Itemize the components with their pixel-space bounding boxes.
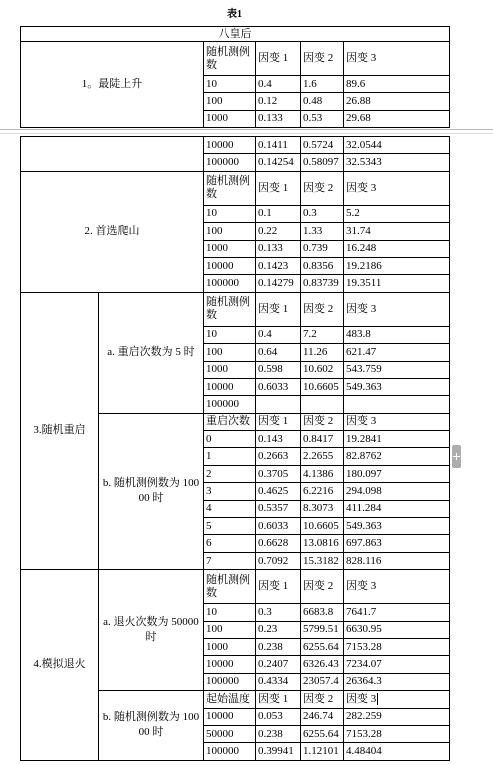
dep1-cell: 0.133 <box>256 110 301 127</box>
dep2-cell: 6683.8 <box>301 604 344 621</box>
dep3-cell: 31.74 <box>344 223 450 240</box>
key-cell: 100 <box>204 223 256 240</box>
dep3-cell: 32.5343 <box>344 154 450 171</box>
key-cell: 10 <box>204 604 256 621</box>
key-cell: 4 <box>204 500 256 517</box>
key-cell: 10000 <box>204 656 256 673</box>
dep3-cell: 19.2186 <box>344 257 450 274</box>
dep2-column-header: 因变 2 <box>301 171 344 205</box>
dep1-cell: 0.143 <box>256 431 301 448</box>
dep3-cell: 7234.07 <box>344 656 450 673</box>
dep2-cell: 0.83739 <box>301 275 344 292</box>
header-row <box>21 42 450 76</box>
table-caption: 表1 <box>227 9 242 20</box>
dep1-cell: 0.1423 <box>256 257 301 274</box>
dep1-cell: 0.238 <box>256 638 301 655</box>
dep3-cell: 29.68 <box>344 110 450 127</box>
dep3-cell: 19.3511 <box>344 275 450 292</box>
dep2-cell: 6255.64 <box>301 638 344 655</box>
dep1-cell: 0.4 <box>256 326 301 343</box>
dep2-column-header: 因变 2 <box>301 413 344 430</box>
key-cell: 10 <box>204 205 256 222</box>
dep2-cell: 1.12101 <box>301 743 344 760</box>
subgroup-label: b. 随机测例数为 10000 时 <box>99 413 204 570</box>
dep3-cell: 180.097 <box>344 465 450 482</box>
dep2-cell: 6255.64 <box>301 725 344 742</box>
dep3-column-header: 因变 3 <box>344 292 450 326</box>
header-row <box>21 292 450 326</box>
header-row <box>21 570 450 604</box>
dep2-cell: 1.33 <box>301 223 344 240</box>
dep3-column-header <box>344 691 450 708</box>
dep2-cell: 11.26 <box>301 344 344 361</box>
dep2-cell: 0.53 <box>301 110 344 127</box>
key-column-header: 随机测例数 <box>204 570 256 604</box>
results-table-page-2 <box>20 136 450 761</box>
key-cell: 10000 <box>204 137 256 154</box>
key-cell: 6 <box>204 535 256 552</box>
dep3-cell: 32.0544 <box>344 137 450 154</box>
dep1-cell: 0.238 <box>256 725 301 742</box>
key-cell: 5 <box>204 518 256 535</box>
dep3-column-header-text: 因变 3 <box>346 692 377 705</box>
dep3-cell: 6630.95 <box>344 621 450 638</box>
dep2-column-header: 因变 2 <box>301 570 344 604</box>
key-cell: 100000 <box>204 396 256 413</box>
title-row <box>21 27 450 42</box>
header-row <box>21 171 450 205</box>
dep1-cell: 0.23 <box>256 621 301 638</box>
dep3-cell: 549.363 <box>344 378 450 395</box>
section-label: 1。最陡上升 <box>21 42 204 128</box>
dep1-cell: 0.12 <box>256 93 301 110</box>
dep2-column-header: 因变 2 <box>301 292 344 326</box>
dep2-cell: 6326.43 <box>301 656 344 673</box>
dep3-cell: 26.88 <box>344 93 450 110</box>
key-cell: 10000 <box>204 378 256 395</box>
dep1-column-header: 因变 1 <box>256 691 301 708</box>
table-title: 八皇后 <box>21 27 450 42</box>
key-cell: 100000 <box>204 275 256 292</box>
dep2-cell <box>301 396 344 413</box>
dep1-cell: 0.5357 <box>256 500 301 517</box>
key-column-header: 随机测例数 <box>204 42 256 76</box>
dep3-cell: 483.8 <box>344 326 450 343</box>
dep2-cell: 0.3 <box>301 205 344 222</box>
dep1-column-header: 因变 1 <box>256 171 301 205</box>
key-cell: 10 <box>204 76 256 93</box>
key-cell: 0 <box>204 431 256 448</box>
dep2-cell: 10.6605 <box>301 518 344 535</box>
key-cell: 100 <box>204 344 256 361</box>
subgroup-label: a. 重启次数为 5 时 <box>99 292 204 413</box>
dep2-cell: 15.3182 <box>301 552 344 569</box>
section-label: 4.模拟退火 <box>21 570 99 761</box>
dep2-cell: 4.1386 <box>301 465 344 482</box>
dep3-cell: 828.116 <box>344 552 450 569</box>
key-cell: 100000 <box>204 743 256 760</box>
dep3-cell: 5.2 <box>344 205 450 222</box>
dep2-cell: 1.6 <box>301 76 344 93</box>
dep1-cell: 0.6033 <box>256 518 301 535</box>
dep2-cell: 0.8356 <box>301 257 344 274</box>
dep3-cell: 282.259 <box>344 708 450 725</box>
dep3-cell: 4.48404 <box>344 743 450 760</box>
dep2-cell: 0.739 <box>301 240 344 257</box>
page-break <box>0 129 493 134</box>
dep3-cell: 621.47 <box>344 344 450 361</box>
dep3-cell <box>344 396 450 413</box>
dep3-cell: 549.363 <box>344 518 450 535</box>
dep2-cell: 0.48 <box>301 93 344 110</box>
text-cursor <box>377 693 378 705</box>
dep1-cell: 0.14254 <box>256 154 301 171</box>
dep2-column-header: 因变 2 <box>301 691 344 708</box>
dep1-cell: 0.6033 <box>256 378 301 395</box>
key-cell: 2 <box>204 465 256 482</box>
dep1-cell: 0.3 <box>256 604 301 621</box>
dep2-cell: 7.2 <box>301 326 344 343</box>
dep2-cell: 8.3073 <box>301 500 344 517</box>
dep2-cell: 13.0816 <box>301 535 344 552</box>
dep1-cell: 0.39941 <box>256 743 301 760</box>
dep2-cell: 0.8417 <box>301 431 344 448</box>
dep3-cell: 697.863 <box>344 535 450 552</box>
dep2-cell: 246.74 <box>301 708 344 725</box>
dep3-cell: 19.2841 <box>344 431 450 448</box>
key-cell: 100 <box>204 93 256 110</box>
key-cell: 1000 <box>204 361 256 378</box>
dep2-cell: 0.5724 <box>301 137 344 154</box>
key-column-header: 随机测例数 <box>204 292 256 326</box>
dep1-cell: 0.053 <box>256 708 301 725</box>
dep1-cell: 0.598 <box>256 361 301 378</box>
dep1-cell: 0.2663 <box>256 448 301 465</box>
dep3-column-header: 因变 3 <box>344 42 450 76</box>
dep2-column-header: 因变 2 <box>301 42 344 76</box>
dep1-column-header: 因变 1 <box>256 292 301 326</box>
table-expand-handle[interactable] <box>452 445 461 468</box>
dep1-cell: 0.6628 <box>256 535 301 552</box>
dep3-column-header: 因变 3 <box>344 413 450 430</box>
key-cell: 50000 <box>204 725 256 742</box>
dep1-column-header: 因变 1 <box>256 42 301 76</box>
dep1-cell: 0.3705 <box>256 465 301 482</box>
dep2-cell: 10.6605 <box>301 378 344 395</box>
dep1-cell: 0.4 <box>256 76 301 93</box>
dep3-cell: 411.284 <box>344 500 450 517</box>
dep1-cell: 0.7092 <box>256 552 301 569</box>
subgroup-label: b. 随机测例数为 10000 时 <box>99 691 204 761</box>
key-cell: 10000 <box>204 257 256 274</box>
subgroup-label: a. 退火次数为 50000 时 <box>99 570 204 691</box>
key-cell: 100000 <box>204 673 256 690</box>
key-column-header: 起始温度 <box>204 691 256 708</box>
dep3-cell: 26364.3 <box>344 673 450 690</box>
dep2-cell: 6.2216 <box>301 483 344 500</box>
dep1-cell: 0.14279 <box>256 275 301 292</box>
key-cell: 7 <box>204 552 256 569</box>
section-label-continued <box>21 137 204 172</box>
table-row <box>21 137 450 154</box>
key-cell: 1 <box>204 448 256 465</box>
dep2-cell: 0.58097 <box>301 154 344 171</box>
dep3-cell: 89.6 <box>344 76 450 93</box>
key-cell: 1000 <box>204 638 256 655</box>
dep1-cell: 0.133 <box>256 240 301 257</box>
key-cell: 3 <box>204 483 256 500</box>
dep1-cell <box>256 396 301 413</box>
plus-icon <box>453 453 460 460</box>
key-cell: 100000 <box>204 154 256 171</box>
dep3-cell: 543.759 <box>344 361 450 378</box>
dep3-cell: 294.098 <box>344 483 450 500</box>
section-label: 2. 首选爬山 <box>21 171 204 292</box>
dep3-cell: 82.8762 <box>344 448 450 465</box>
dep1-cell: 0.1411 <box>256 137 301 154</box>
dep3-cell: 16.248 <box>344 240 450 257</box>
dep2-cell: 5799.51 <box>301 621 344 638</box>
dep3-cell: 7153.28 <box>344 638 450 655</box>
dep1-cell: 0.4334 <box>256 673 301 690</box>
dep2-cell: 10.602 <box>301 361 344 378</box>
dep3-column-header: 因变 3 <box>344 570 450 604</box>
dep1-column-header: 因变 1 <box>256 570 301 604</box>
key-cell: 10 <box>204 326 256 343</box>
section-label: 3.随机重启 <box>21 292 99 569</box>
key-cell: 10000 <box>204 708 256 725</box>
results-table-page-1 <box>20 26 450 128</box>
dep1-cell: 0.4625 <box>256 483 301 500</box>
dep1-column-header: 因变 1 <box>256 413 301 430</box>
key-cell: 1000 <box>204 240 256 257</box>
dep3-cell: 7153.28 <box>344 725 450 742</box>
dep3-column-header: 因变 3 <box>344 171 450 205</box>
dep1-cell: 0.64 <box>256 344 301 361</box>
key-column-header: 随机测例数 <box>204 171 256 205</box>
dep2-cell: 23057.4 <box>301 673 344 690</box>
key-cell: 1000 <box>204 110 256 127</box>
key-column-header: 重启次数 <box>204 413 256 430</box>
dep1-cell: 0.22 <box>256 223 301 240</box>
dep1-cell: 0.2407 <box>256 656 301 673</box>
dep3-cell: 7641.7 <box>344 604 450 621</box>
dep1-cell: 0.1 <box>256 205 301 222</box>
key-cell: 100 <box>204 621 256 638</box>
dep2-cell: 2.2655 <box>301 448 344 465</box>
